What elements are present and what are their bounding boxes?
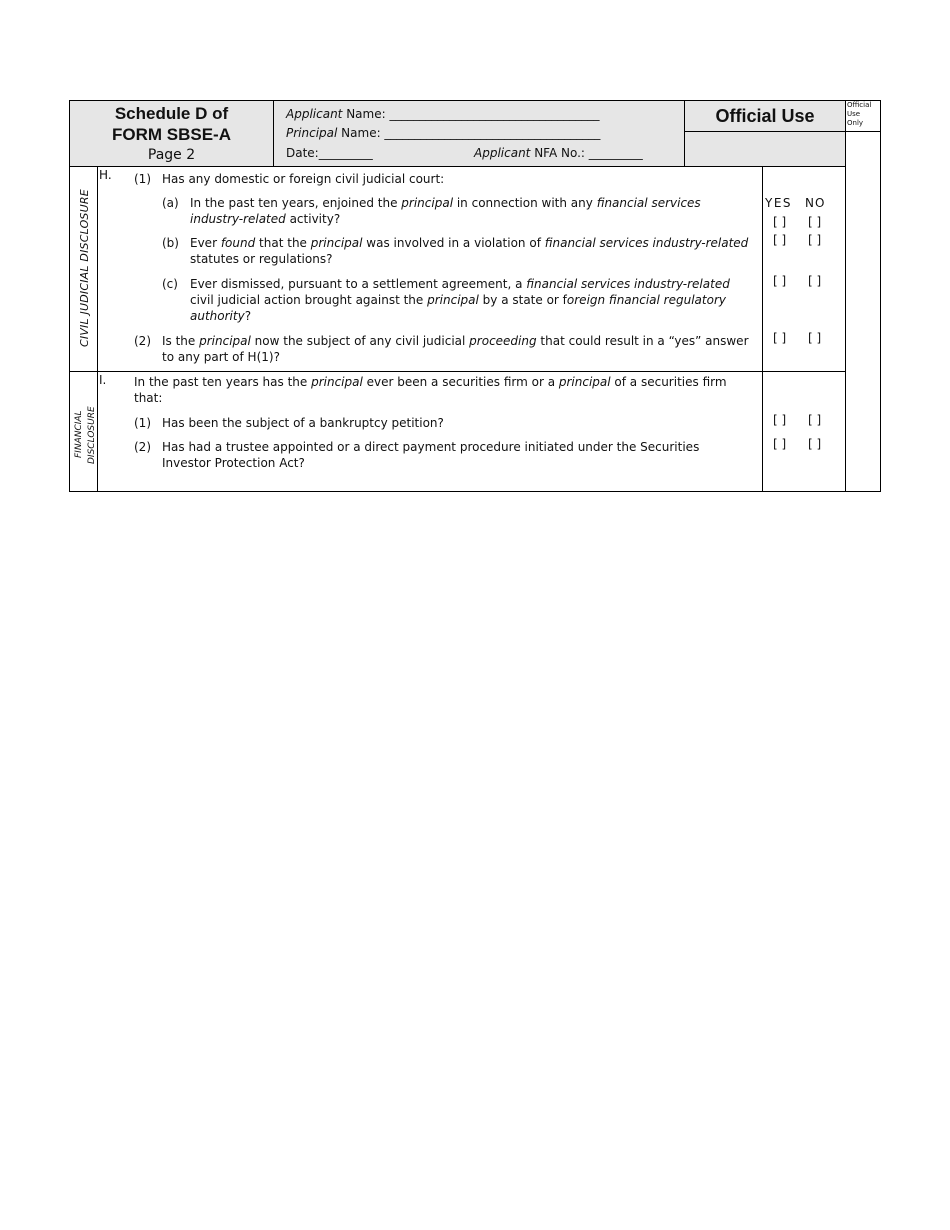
hc-letter: (c): [162, 277, 178, 291]
section-i-answer-cell: [762, 371, 846, 492]
applicant-nfa-field[interactable]: [474, 145, 643, 161]
page-number: Page 2: [147, 147, 196, 163]
principal-name-field[interactable]: [286, 125, 600, 141]
h2-no-checkbox[interactable]: [ ]: [808, 331, 822, 345]
h2-question: Is the principal now the subject of any civil judicial proceeding that could result in a “yes” answer: [162, 334, 749, 348]
ha-yes-checkbox[interactable]: [ ]: [773, 215, 787, 229]
applicant-name-label-italic: Applicant: [286, 107, 343, 121]
applicant-name-field[interactable]: [286, 106, 599, 122]
ha-letter: (a): [162, 196, 179, 210]
i1-number: (1): [134, 416, 151, 430]
i1-yes-checkbox[interactable]: [ ]: [773, 413, 787, 427]
applicant-name-label: Name: ___________________________________: [342, 107, 600, 121]
h2-yes-checkbox[interactable]: [ ]: [773, 331, 787, 345]
ha-question: In the past ten years, enjoined the principal in connection with any financial services: [190, 196, 701, 210]
h2-question-cont: to any part of H(1)?: [162, 350, 280, 364]
official-use-title: Official Use: [715, 106, 815, 126]
schedule-title-line1: Schedule D of: [114, 104, 229, 123]
schedule-title-line2: FORM SBSE-A: [112, 125, 231, 144]
h1-question: Has any domestic or foreign civil judicial court:: [162, 172, 445, 186]
i2-no-checkbox[interactable]: [ ]: [808, 437, 822, 451]
section-h-letter: H.: [99, 168, 112, 182]
i1-question: Has been the subject of a bankruptcy petition?: [162, 416, 444, 430]
official-use-blank-cell: [684, 131, 846, 167]
section-i-letter: I.: [99, 373, 107, 387]
principal-name-label: Name: ____________________________________: [337, 126, 601, 140]
i2-question-cont: Investor Protection Act?: [162, 456, 305, 470]
h2-number: (2): [134, 334, 151, 348]
applicant-nfa-label: NFA No.: _________: [530, 146, 643, 160]
hc-question: Ever dismissed, pursuant to a settlement agreement, a financial services industry-related: [190, 277, 730, 291]
yes-column-header: YES: [765, 196, 793, 210]
applicant-nfa-label-italic: Applicant: [474, 146, 531, 160]
ha-question-cont: industry-related activity?: [190, 212, 341, 226]
section-i-intro: In the past ten years has the principal ever been a securities firm or a principal of a securities firm: [134, 375, 727, 389]
h1-number: (1): [134, 172, 151, 186]
ha-no-checkbox[interactable]: [ ]: [808, 215, 822, 229]
section-h-side-label: CIVIL JUDICIAL DISCLOSURE: [78, 189, 91, 347]
hb-letter: (b): [162, 236, 179, 250]
official-use-only-line2: Use: [847, 110, 861, 118]
section-i-side-label-1: FINANCIAL: [74, 410, 84, 458]
i2-question: Has had a trustee appointed or a direct payment procedure initiated under the Securities: [162, 440, 700, 454]
date-field[interactable]: Date:_________: [286, 146, 373, 160]
i2-number: (2): [134, 440, 151, 454]
hb-question-cont: statutes or regulations?: [190, 252, 333, 266]
section-i-side-label-2: DISCLOSURE: [87, 406, 97, 464]
hc-question-cont: civil judicial action brought against the principal by a state or foreign financial regulatory: [190, 293, 726, 307]
official-use-only-line3: Only: [847, 119, 864, 127]
principal-name-label-italic: Principal: [286, 126, 338, 140]
official-use-column: [845, 131, 881, 492]
hb-yes-checkbox[interactable]: [ ]: [773, 233, 787, 247]
hc-no-checkbox[interactable]: [ ]: [808, 274, 822, 288]
i2-yes-checkbox[interactable]: [ ]: [773, 437, 787, 451]
hc-yes-checkbox[interactable]: [ ]: [773, 274, 787, 288]
hc-question-cont2: authority?: [190, 309, 252, 323]
official-use-only-line1: Official: [847, 101, 872, 109]
i1-no-checkbox[interactable]: [ ]: [808, 413, 822, 427]
hb-no-checkbox[interactable]: [ ]: [808, 233, 822, 247]
section-i-intro-cont: that:: [134, 391, 163, 405]
hb-question: Ever found that the principal was involved in a violation of financial services industry-related: [190, 236, 749, 250]
no-column-header: NO: [805, 196, 826, 210]
